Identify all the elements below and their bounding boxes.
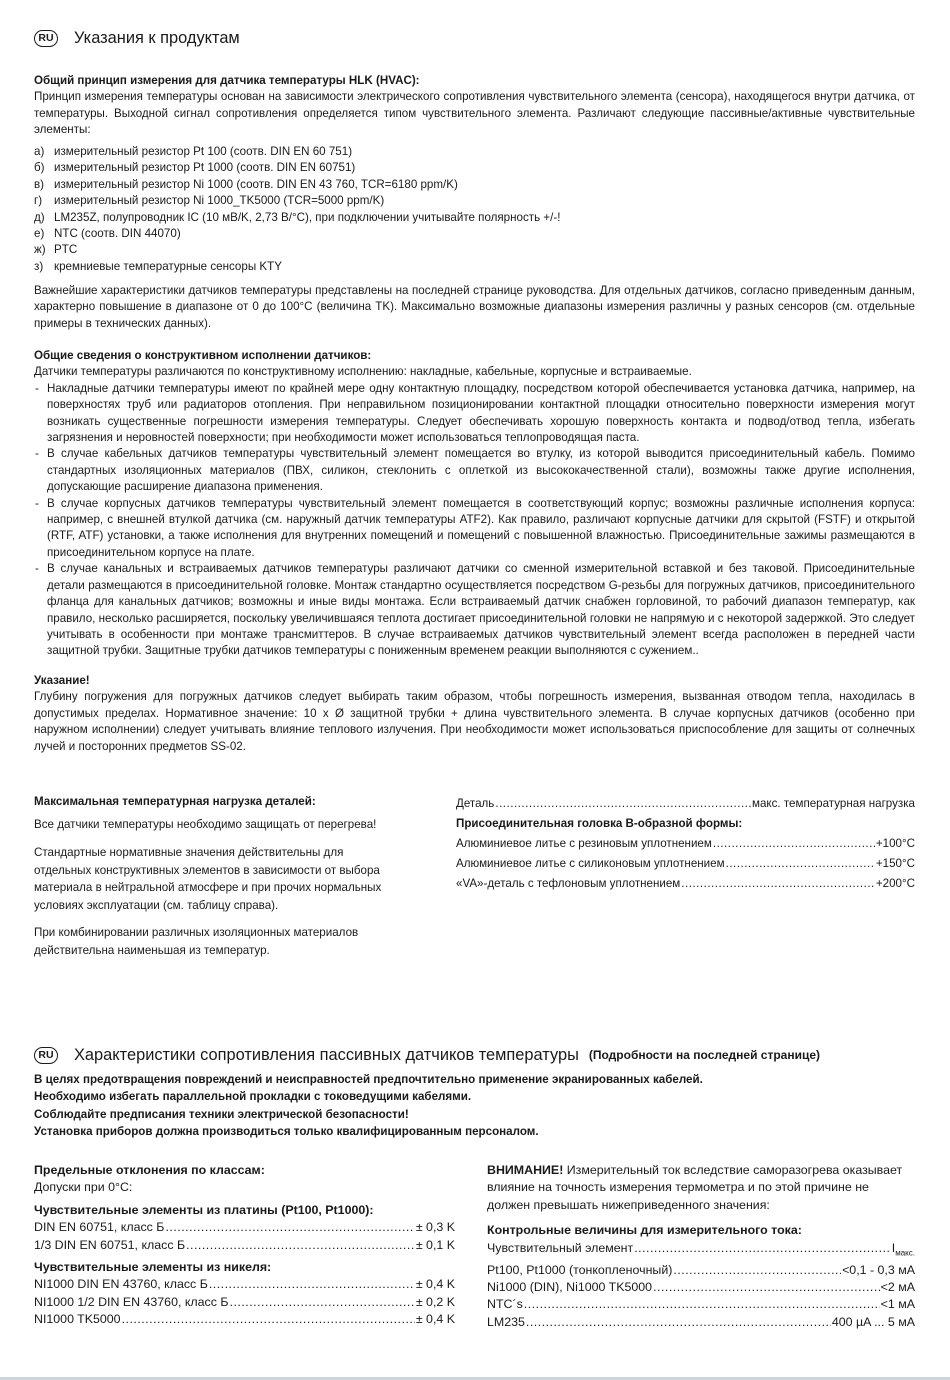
table-row: Алюминиевое литье с силиконовым уплотнением ..... +150°C — [456, 854, 915, 874]
list-item: - Накладные датчики температуры имеют по крайней мере одну контактную площадку, посредством которой обеспечивается установка датчика, например, на поверхностях труб или радиаторов отопления. При неправильном позиционировании контактной площадки относительно поверхности измерения могут возникать существенные погрешности измерения температуры. Следует обеспечивать хорошую поверхность контакта и подвод/отвод тепла, избегать загрязнения и неровностей поверхности; при необходимости может использоваться теплопроводящая паста. — [34, 381, 915, 447]
list-item: б) измерительный резистор Pt 1000 (соотв. DIN EN 60751) — [34, 161, 356, 175]
language-badge: RU — [34, 1047, 58, 1064]
list-item: д) LM235Z, полупроводник IC (10 мВ/K, 2,73 В/°C), при подключении учитывайте полярность +/-! — [34, 210, 561, 224]
design-intro: Датчики температуры различаются по конструктивному исполнению: накладные, кабельные, корпусные и встраиваемые. — [34, 365, 692, 379]
language-badge: RU — [34, 30, 58, 47]
warning-line: Установка приборов должна производиться только квалифицированным персоналом. — [34, 1125, 539, 1139]
design-block — [34, 348, 915, 660]
list-item: - В случае корпусных датчиков температуры чувствительный элемент помещается в соответствующий корпус; возможны различные исполнения корпуса: например, с внешней втулкой датчика (см. наружный датчик температуры ATF2). Как правило, различают корпусные датчики для скрытой (FSTF) и открытой (RTF, ATF) установки, а также исполнения для внутренних помещений и помещений с повышенной влажностью. Присоединительные зажимы размещаются в присоединительном корпусе на плате. — [34, 496, 915, 562]
table-row: NI1000 DIN EN 43760, класс Б ..... ± 0,4 K — [34, 1276, 455, 1293]
section1-header — [34, 30, 240, 47]
attention-text: Измерительный ток вследствие саморазогрева оказывает влияние на точность измерения термометра и по этой причине не должен превышать нижеприведенного значения: — [487, 1163, 903, 1212]
table-row: DIN EN 60751, класс Б ..... ± 0,3 K — [34, 1219, 455, 1236]
table-row: «VA»-деталь с тефлоновым уплотнением ..... +200°C — [456, 874, 915, 894]
list-item: - В случае канальных и встраиваемых датчиков температуры различают датчики со сменной измерительной вставкой и без таковой. Присоединительные детали размещаются в присоединительной головке. Монтаж стандартно осуществляется посредством G-резьбы для погружных датчиков, присоединительного фланца для канальных датчиков; возможны и иные виды монтажа. Если встраиваемый датчик снабжен горловиной, то рабочий диапазон температур, как правило, несколько расширяется, поскольку увеличившаяся теплота достигает присоединительной головки не напрямую и с некоторой задержкой. Это следует учитывать в особенности при монтаже трансмиттеров. В случае встраиваемых датчиков чувствительный элемент всегда расположен в передней части защитной трубки. Защитные трубки датчиков температуры с пониженным временем реакции выполняются с сужением.. — [34, 561, 915, 659]
warning-line: Необходимо избегать параллельной прокладки с токоведущими кабелями. — [34, 1090, 472, 1104]
table-row: Pt100, Pt1000 (тонкопленочный) ..... <0,1 - 0,3 мА — [487, 1262, 915, 1279]
principle-block — [34, 73, 915, 139]
max-temp-para3: При комбинировании различных изоляционных материалов действительна наименьшая из температур. — [34, 926, 359, 957]
list-item: - В случае кабельных датчиков температуры чувствительный элемент помещается во втулку, из которой выводится присоединительный кабель. Помимо стандартных изоляционных материалов (ПВХ, силикон, стеклонить с оплеткой из высококачественной стали), возможны также другие исполнения, допускающие расширение диапазона применения. — [34, 446, 915, 495]
table-row: LM235 ..... 400 µA ... 5 мА — [487, 1314, 915, 1331]
current-heading: Контрольные величины для измерительного тока: — [487, 1223, 802, 1238]
max-temp-para2: Стандартные нормативные значения действительны для отдельных конструктивных элементов в зависимости от выбора материала в нейтральной атмосфере и при прочих нормальных условиях эксплуатации (см. таблицу справа). — [34, 846, 382, 912]
list-item: ж) PTC — [34, 243, 78, 257]
note-heading: Указание! — [34, 674, 90, 687]
table-row: 1/3 DIN EN 60751, класс Б ..... ± 0,1 K — [34, 1237, 455, 1254]
table-header-row: Деталь ..... макс. температурная нагрузка — [456, 794, 915, 814]
table-row: NTC´s ..... <1 мА — [487, 1296, 915, 1313]
max-temp-table — [456, 794, 915, 894]
table-row: NI1000 1/2 DIN EN 43760, класс Б ..... ± 0,2 K — [34, 1294, 455, 1311]
attention-label: ВНИМАНИЕ! — [487, 1163, 564, 1177]
characteristics-block — [34, 283, 915, 332]
warning-line: Соблюдайте предписания техники электрической безопасности! — [34, 1107, 409, 1121]
design-heading: Общие сведения о конструктивном исполнении датчиков: — [34, 349, 372, 362]
nickel-heading: Чувствительные элементы из никеля: — [34, 1260, 272, 1275]
attention-paragraph — [487, 1162, 915, 1214]
tolerances-intro: Допуски при 0°C: — [34, 1180, 133, 1195]
section2-title: Характеристики сопротивления пассивных датчиков температуры — [74, 1046, 579, 1065]
list-item: е) NTC (соотв. DIN 44070) — [34, 227, 181, 241]
section2-header — [34, 1047, 820, 1064]
list-item: а) измерительный резистор Pt 100 (соотв. DIN EN 60 751) — [34, 145, 353, 158]
table-row: Алюминиевое литье с резиновым уплотнением ..... +100°C — [456, 834, 915, 854]
section2-subtitle: (Подробности на последней странице) — [588, 1048, 821, 1063]
principle-heading: Общий принцип измерения для датчика температуры HLK (HVAC): — [34, 74, 420, 87]
warnings-block — [34, 1071, 915, 1141]
max-temp-heading: Максимальная температурная нагрузка деталей: — [34, 795, 316, 808]
list-item: з) кремниевые температурные сенсоры KTY — [34, 259, 282, 273]
max-temp-para1: Все датчики температуры необходимо защищать от перегрева! — [34, 818, 377, 832]
note-text: Глубину погружения для погружных датчиков следует выбирать таким образом, чтобы погрешность измерения, вызванная отводом тепла, находилась в допустимых пределах. Нормативное значение: 10 x Ø защитной трубки + длина чувствительного элемента. В случае корпусных датчиков (особенно при наружном исполнении) следует учитывать влияние теплового излучения. При необходимости может использоваться приспособление для защиты от солнечных лучей и посторонних предметов SS-02. — [34, 690, 915, 753]
max-temp-left — [34, 794, 394, 960]
table-subheading: Присоединительная головка B-образной формы: — [456, 817, 743, 830]
sensor-list — [34, 144, 915, 275]
principle-text: Принцип измерения температуры основан на зависимости электрического сопротивления чувствительного элемента (сенсора), находящегося внутри датчика, от температуры. Выходной сигнал сопротивления определяется типом чувствительного элемента. Различают следующие пассивные/активные чувствительные элементы: — [34, 90, 915, 137]
table-row: NI1000 TK5000 ..... ± 0,4 K — [34, 1311, 455, 1328]
section1-title: Указания к продуктам — [74, 29, 240, 48]
characteristics-text: Важнейшие характеристики датчиков температуры представлены на последней странице руководства. Для отдельных датчиков, согласно приведенным данным, характерно повышение в диапазоне от 0 до 100°C (величина TK). Максимально возможные диапазоны измерения различны у разных сенсоров (см. отдельные примеры в технических данных). — [34, 284, 915, 330]
list-item: г) измерительный резистор Ni 1000_TK5000 (TCR=5000 ppm/K) — [34, 194, 385, 208]
table-row: Ni1000 (DIN), Ni1000 TK5000 ..... <2 мА — [487, 1279, 915, 1296]
note-block — [34, 673, 915, 755]
current-block — [487, 1162, 915, 1331]
table-header-row: Чувствительный элемент ..... $I_{макс.}$ — [487, 1240, 915, 1262]
warning-line: В целях предотвращения повреждений и неисправностей предпочтительно применение экранированных кабелей. — [34, 1073, 703, 1086]
tolerances-heading: Предельные отклонения по классам: — [34, 1163, 265, 1177]
list-item: в) измерительный резистор Ni 1000 (соотв. DIN EN 43 760, TCR=6180 ppm/K) — [34, 177, 458, 191]
tolerances-block — [34, 1162, 455, 1329]
platinum-heading: Чувствительные элементы из платины (Pt100, Pt1000): — [34, 1202, 374, 1217]
